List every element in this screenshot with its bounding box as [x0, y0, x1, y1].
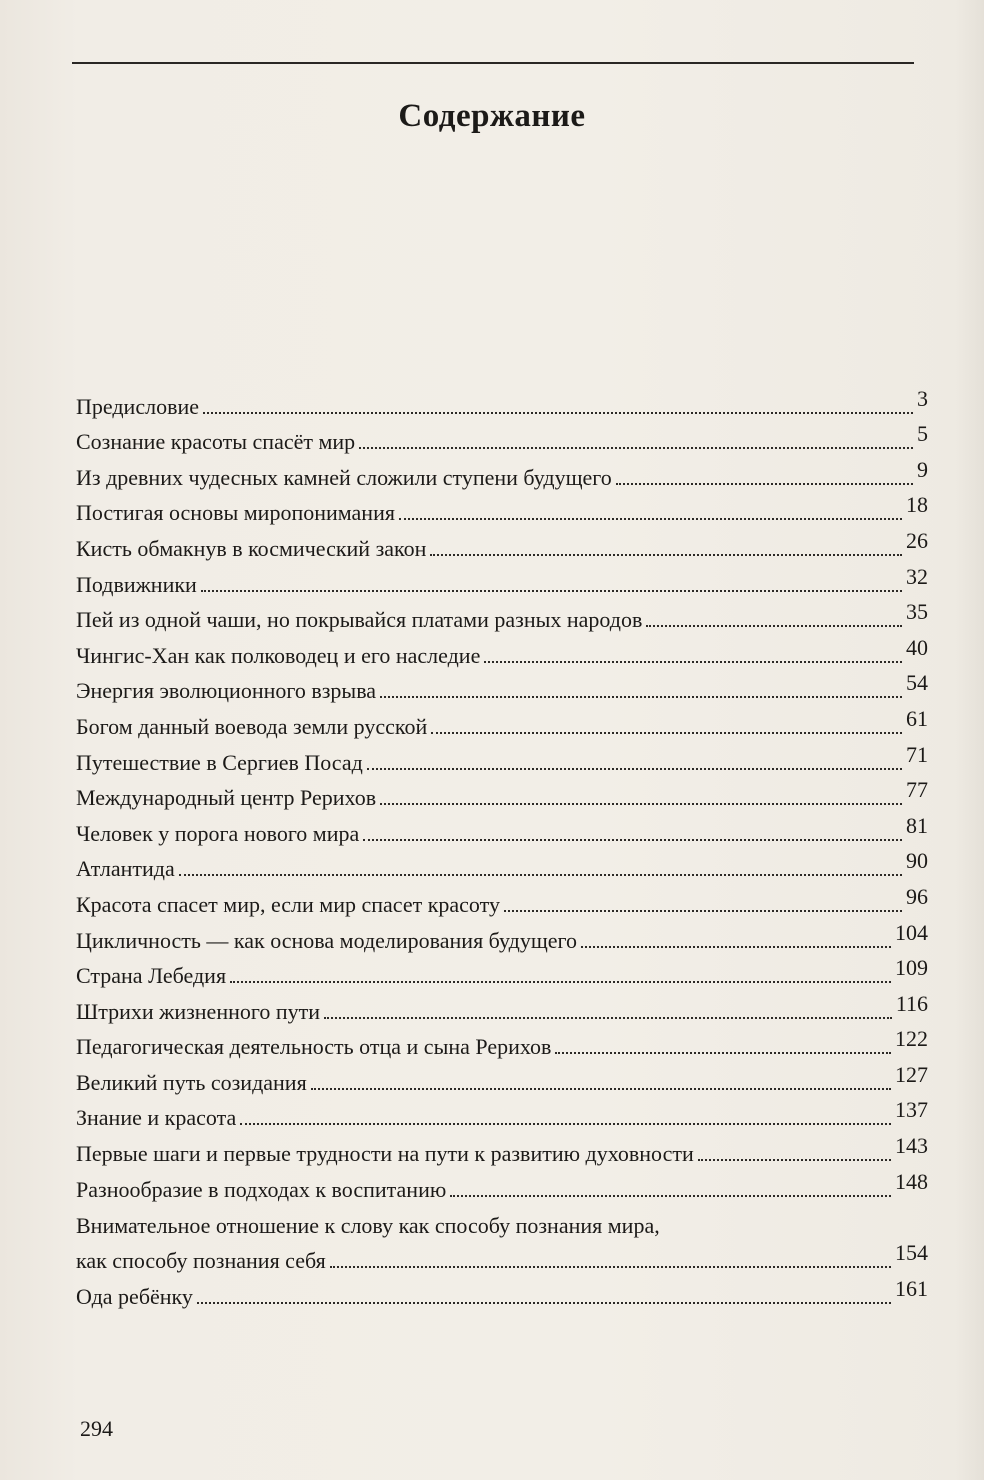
toc-entry-title: Знание и красота — [76, 1105, 237, 1131]
toc-entry — [76, 669, 928, 705]
toc-entry-page: 90 — [906, 848, 928, 874]
toc-entry-title: Международный центр Рерихов — [76, 785, 377, 811]
dot-leader — [616, 483, 913, 485]
toc-entry-page: 81 — [906, 812, 928, 838]
toc-entry-title: Человек у порога нового мира — [76, 820, 360, 846]
toc-entry-page: 143 — [895, 1133, 928, 1159]
dot-leader — [363, 839, 902, 841]
toc-entry-page: 5 — [917, 421, 928, 447]
dot-leader — [203, 412, 913, 414]
toc-entry-title: Разнообразие в подходах к воспитанию — [76, 1176, 447, 1202]
dot-leader — [380, 696, 902, 698]
toc-entry — [76, 918, 928, 954]
dot-leader — [197, 1302, 891, 1304]
toc-entry-title: Из древних чудесных камней сложили ступени будущего — [76, 464, 612, 490]
toc-entry-page: 116 — [895, 990, 928, 1016]
toc-entry-page: 9 — [917, 456, 928, 482]
toc-entry-title: Богом данный воевода земли русской — [76, 713, 428, 739]
page-title: Содержание — [398, 98, 586, 134]
dot-leader — [311, 1088, 891, 1090]
toc-entry-title: Цикличность — как основа моделирования будущего — [76, 927, 578, 953]
table-of-contents — [76, 384, 928, 1310]
dot-leader — [367, 768, 902, 770]
toc-entry-page: 54 — [906, 670, 928, 696]
toc-entry-page: 161 — [895, 1275, 928, 1301]
toc-entry-page: 26 — [906, 527, 928, 553]
toc-entry — [76, 633, 928, 669]
dot-leader — [431, 732, 902, 734]
toc-entry-title: Внимательное отношение к слову как способу познания мира, — [76, 1212, 660, 1238]
toc-entry — [76, 989, 928, 1025]
dot-leader — [646, 625, 902, 627]
toc-entry-title: Страна Лебедия — [76, 963, 227, 989]
dot-leader — [201, 590, 902, 592]
dot-leader — [380, 803, 902, 805]
toc-entry-title: Энергия эволюционного взрыва — [76, 678, 377, 704]
toc-entry — [76, 811, 928, 847]
dot-leader — [555, 1052, 891, 1054]
toc-entry — [76, 847, 928, 883]
toc-entry-title: Красота спасет мир, если мир спасет красоту — [76, 891, 500, 917]
page-edge-shadow — [954, 0, 984, 1480]
dot-leader — [698, 1159, 891, 1161]
dot-leader — [324, 1017, 892, 1019]
toc-entry-title: Постигая основы миропонимания — [76, 500, 395, 526]
dot-leader — [430, 554, 902, 556]
dot-leader — [359, 447, 913, 449]
toc-entry-title: Подвижники — [76, 571, 197, 597]
toc-entry-page: 122 — [895, 1026, 928, 1052]
toc-entry-page: 148 — [895, 1168, 928, 1194]
toc-entry-page: 137 — [895, 1097, 928, 1123]
toc-entry — [76, 776, 928, 812]
toc-entry — [76, 1167, 928, 1203]
toc-entry — [76, 740, 928, 776]
toc-entry-page: 61 — [906, 705, 928, 731]
toc-entry-title: Чингис-Хан как полководец и его наследие — [76, 642, 481, 668]
toc-entry-title: Штрихи жизненного пути — [76, 998, 321, 1024]
toc-entry-page: 127 — [895, 1061, 928, 1087]
toc-entry — [76, 1025, 928, 1061]
toc-entry — [76, 1060, 928, 1096]
toc-entry-page: 71 — [906, 741, 928, 767]
toc-entry — [76, 455, 928, 491]
toc-entry-page: 35 — [906, 599, 928, 625]
toc-entry-title: Педагогическая деятельность отца и сына Рерихов — [76, 1034, 552, 1060]
toc-entry-title: Кисть обмакнув в космический закон — [76, 535, 427, 561]
toc-entry-page: 3 — [917, 385, 928, 411]
toc-entry — [76, 491, 928, 527]
toc-entry-title: Предисловие — [76, 393, 199, 419]
dot-leader — [240, 1123, 891, 1125]
toc-entry — [76, 1274, 928, 1310]
toc-entry-page: 96 — [906, 883, 928, 909]
toc-entry — [76, 1203, 928, 1239]
toc-entry-page: 18 — [906, 492, 928, 518]
toc-entry-page: 40 — [906, 634, 928, 660]
toc-entry — [76, 1239, 928, 1275]
toc-entry-page: 77 — [906, 777, 928, 803]
toc-entry — [76, 526, 928, 562]
toc-entry-title: Сознание красоты спасёт мир — [76, 429, 356, 455]
dot-leader — [581, 946, 891, 948]
toc-entry — [76, 562, 928, 598]
toc-entry — [76, 882, 928, 918]
dot-leader — [450, 1195, 891, 1197]
toc-entry-title: Путешествие в Сергиев Посад — [76, 749, 363, 775]
toc-entry-page: 32 — [906, 563, 928, 589]
dot-leader — [504, 910, 902, 912]
dot-leader — [399, 518, 902, 520]
toc-entry — [76, 420, 928, 456]
toc-entry — [76, 598, 928, 634]
dot-leader — [330, 1266, 891, 1268]
dot-leader — [484, 661, 902, 663]
toc-entry-title: Атлантида — [76, 856, 175, 882]
dot-leader — [230, 981, 891, 983]
dot-leader — [179, 874, 902, 876]
toc-entry-title: как способу познания себя — [76, 1248, 326, 1274]
header-rule — [72, 62, 914, 64]
toc-entry — [76, 1131, 928, 1167]
toc-entry-title: Первые шаги и первые трудности на пути к развитию духовности — [76, 1141, 694, 1167]
toc-entry — [76, 954, 928, 990]
toc-entry-title: Ода ребёнку — [76, 1283, 193, 1309]
toc-entry-page: 109 — [895, 955, 928, 981]
toc-entry-title: Пей из одной чаши, но покрывайся платами разных народов — [76, 607, 643, 633]
page-number: 294 — [80, 1416, 113, 1441]
toc-entry-page: 154 — [895, 1240, 928, 1266]
toc-entry-title: Великий путь созидания — [76, 1069, 307, 1095]
toc-entry — [76, 384, 928, 420]
toc-entry-page: 104 — [895, 919, 928, 945]
toc-entry — [76, 704, 928, 740]
toc-entry — [76, 1096, 928, 1132]
